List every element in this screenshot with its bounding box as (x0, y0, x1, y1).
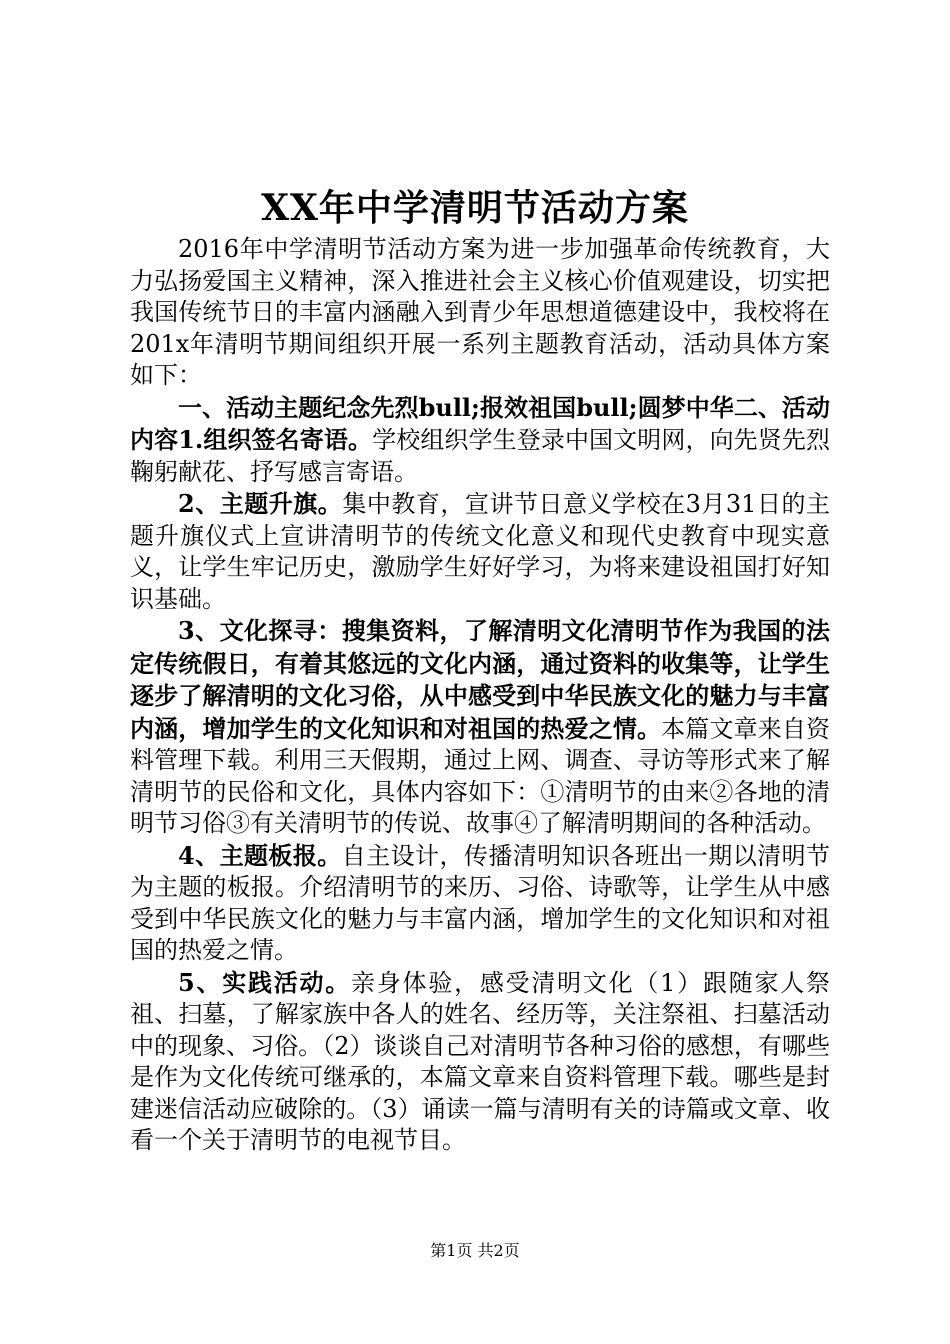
section-3-text: 本篇文章来自资料管理下载。利用三天假期，通过上网、调查、寻访等形式来了解清明节的民俗和文化，具体内容如下：①清明节的由来②各地的清明节习俗③有关清明节的传说、故事④了解清明期间的各种活动。 (130, 714, 831, 837)
section-5-paragraph (130, 967, 830, 1157)
section-3-heading: 3、文化探寻：搜集资料，了解清明文化清明节作为我国的法定传统假日，有着其悠远的文化内涵，通过资料的收集等，让学生逐步了解清明的文化习俗，从中感受到中华民族文化的魅力与丰富内涵，增加学生的文化知识和对祖国的热爱之情。 (130, 616, 830, 743)
section-4-text: 自主设计，传播清明知识各班出一期以清明节为主题的板报。介绍清明节的来历、习俗、诗歌等，让学生从中感受到中华民族文化的魅力与丰富内涵，增加学生的文化知识和对祖国的热爱之情。 (130, 841, 831, 964)
section-4-heading: 4、主题板报。 (178, 840, 342, 870)
section-1-paragraph (130, 392, 830, 489)
section-2-heading: 2、主题升旗。 (178, 489, 343, 518)
page-number-footer: 第1页 共2页 (430, 1241, 520, 1260)
section-4-paragraph (130, 840, 830, 967)
document-title: XX年中学清明节活动方案 (261, 187, 689, 229)
document-body (130, 234, 830, 1157)
section-3-paragraph (130, 615, 830, 840)
section-2-text: 集中教育，宣讲节日意义学校在3月31日的主题升旗仪式上宣讲清明节的传统文化意义和现代史教育中现实意义，让学生牢记历史，激励学生好好学习，为将来建设祖国打好知识基础。 (130, 490, 831, 613)
section-2-paragraph (130, 488, 830, 615)
section-1-text: 学校组织学生登录中国文明网，向先贤先烈鞠躬献花、抒写感言寄语。 (130, 426, 830, 486)
section-5-text: 亲身体验，感受清明文化（1）跟随家人祭祖、扫墓，了解家族中各人的姓名、经历等，关注祭祖、扫墓活动中的现象、习俗。（2）谈谈自己对清明节各种习俗的感想，有哪些是作为文化传统可继承的，本篇文章来自资料管理下载。哪些是封建迷信活动应破除的。（3）诵读一篇与清明有关的诗篇或文章、收看一个关于清明节的电视节目。 (130, 968, 830, 1154)
section-5-heading: 5、实践活动。 (178, 967, 352, 997)
intro-paragraph: 2016年中学清明节活动方案为进一步加强革命传统教育，大力弘扬爱国主义精神，深入推进社会主义核心价值观建设，切实把我国传统节日的丰富内涵融入到青少年思想道德建设中，我校将在201x年清明节期间组织开展一系列主题教育活动，活动具体方案如下： (130, 235, 830, 389)
section-1-heading: 一、活动主题纪念先烈bull;报效祖国bull;圆梦中华二、活动内容1.组织签名寄语。 (130, 392, 830, 454)
